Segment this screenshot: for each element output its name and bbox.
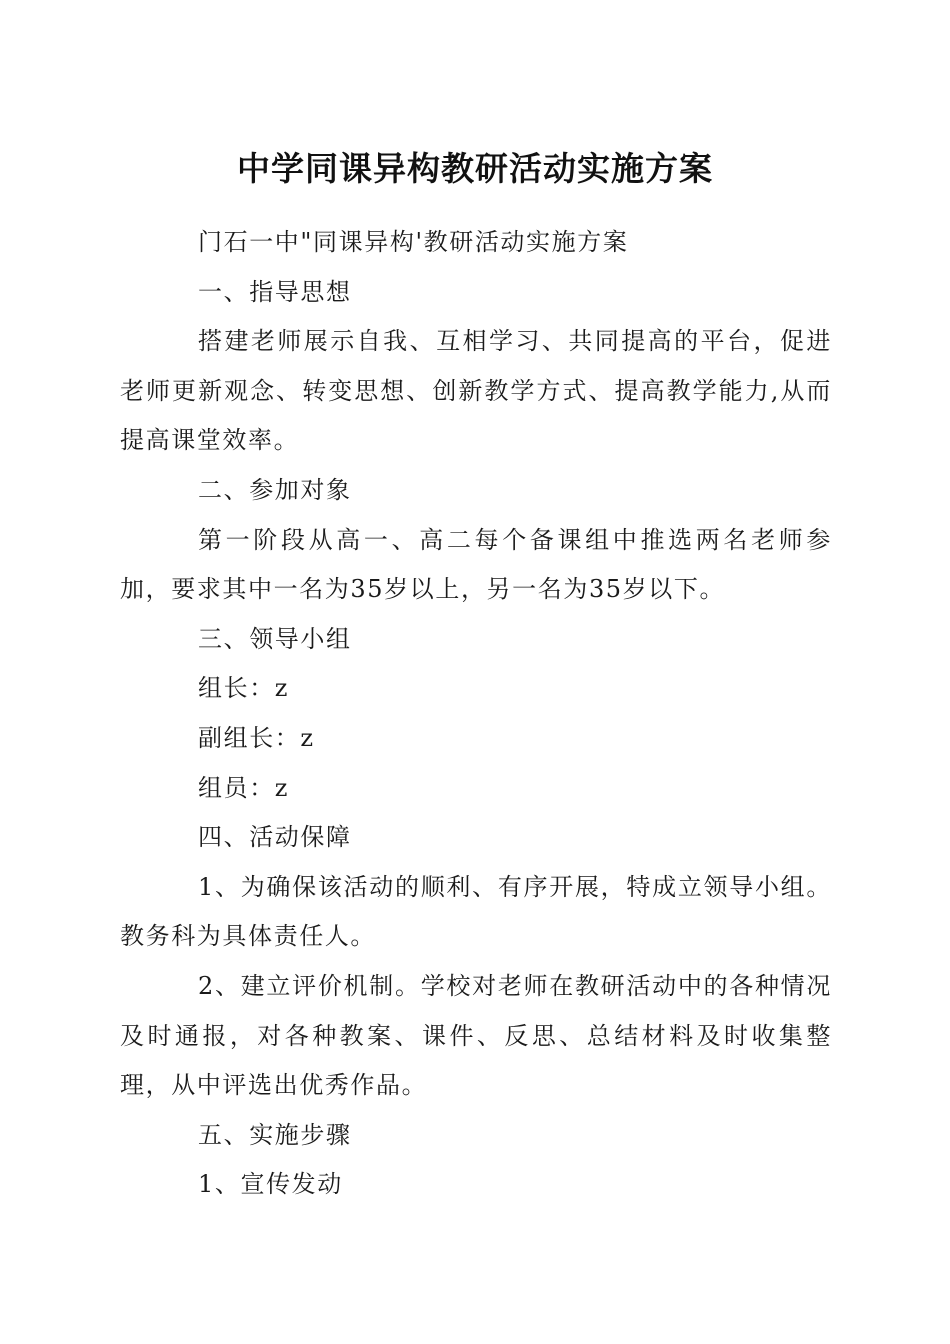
paragraph-subtitle: 门石一中"同课异构'教研活动实施方案 [198, 228, 629, 256]
paragraph-participants: 第一阶段从高一、高二每个备课组中推选两名老师参加，要求其中一名为35岁以上，另一名为35岁以下。 [120, 525, 832, 604]
paragraph-guarantee-2: 2、建立评价机制。学校对老师在教研活动中的各种情况及时通报，对各种教案、课件、反思、总结材料及时收集整理，从中评选出优秀作品。 [120, 971, 832, 1100]
section-heading-participants: 二、参加对象 [198, 475, 352, 504]
section-heading-guiding-ideology: 一、指导思想 [198, 277, 352, 306]
document-title: 中学同课异构教研活动实施方案 [237, 149, 713, 188]
section-heading-implementation-steps: 五、实施步骤 [198, 1120, 352, 1149]
section-heading-leadership-group: 三、领导小组 [198, 624, 352, 653]
paragraph-guarantee-1: 1、为确保该活动的顺利、有序开展，特成立领导小组。教务科为具体责任人。 [120, 872, 832, 951]
paragraph-step-1: 1、宣传发动 [198, 1170, 343, 1199]
paragraph-guiding-ideology: 搭建老师展示自我、互相学习、共同提高的平台，促进老师更新观念、转变思想、创新教学方式、提高教学能力,从而提高课堂效率。 [120, 327, 832, 455]
paragraph-deputy-leader: 副组长：z [198, 723, 315, 752]
section-heading-activity-guarantee: 四、活动保障 [198, 823, 352, 852]
document-body [120, 218, 832, 1210]
paragraph-group-members: 组员：z [198, 773, 290, 802]
paragraph-group-leader: 组长：z [198, 674, 290, 703]
